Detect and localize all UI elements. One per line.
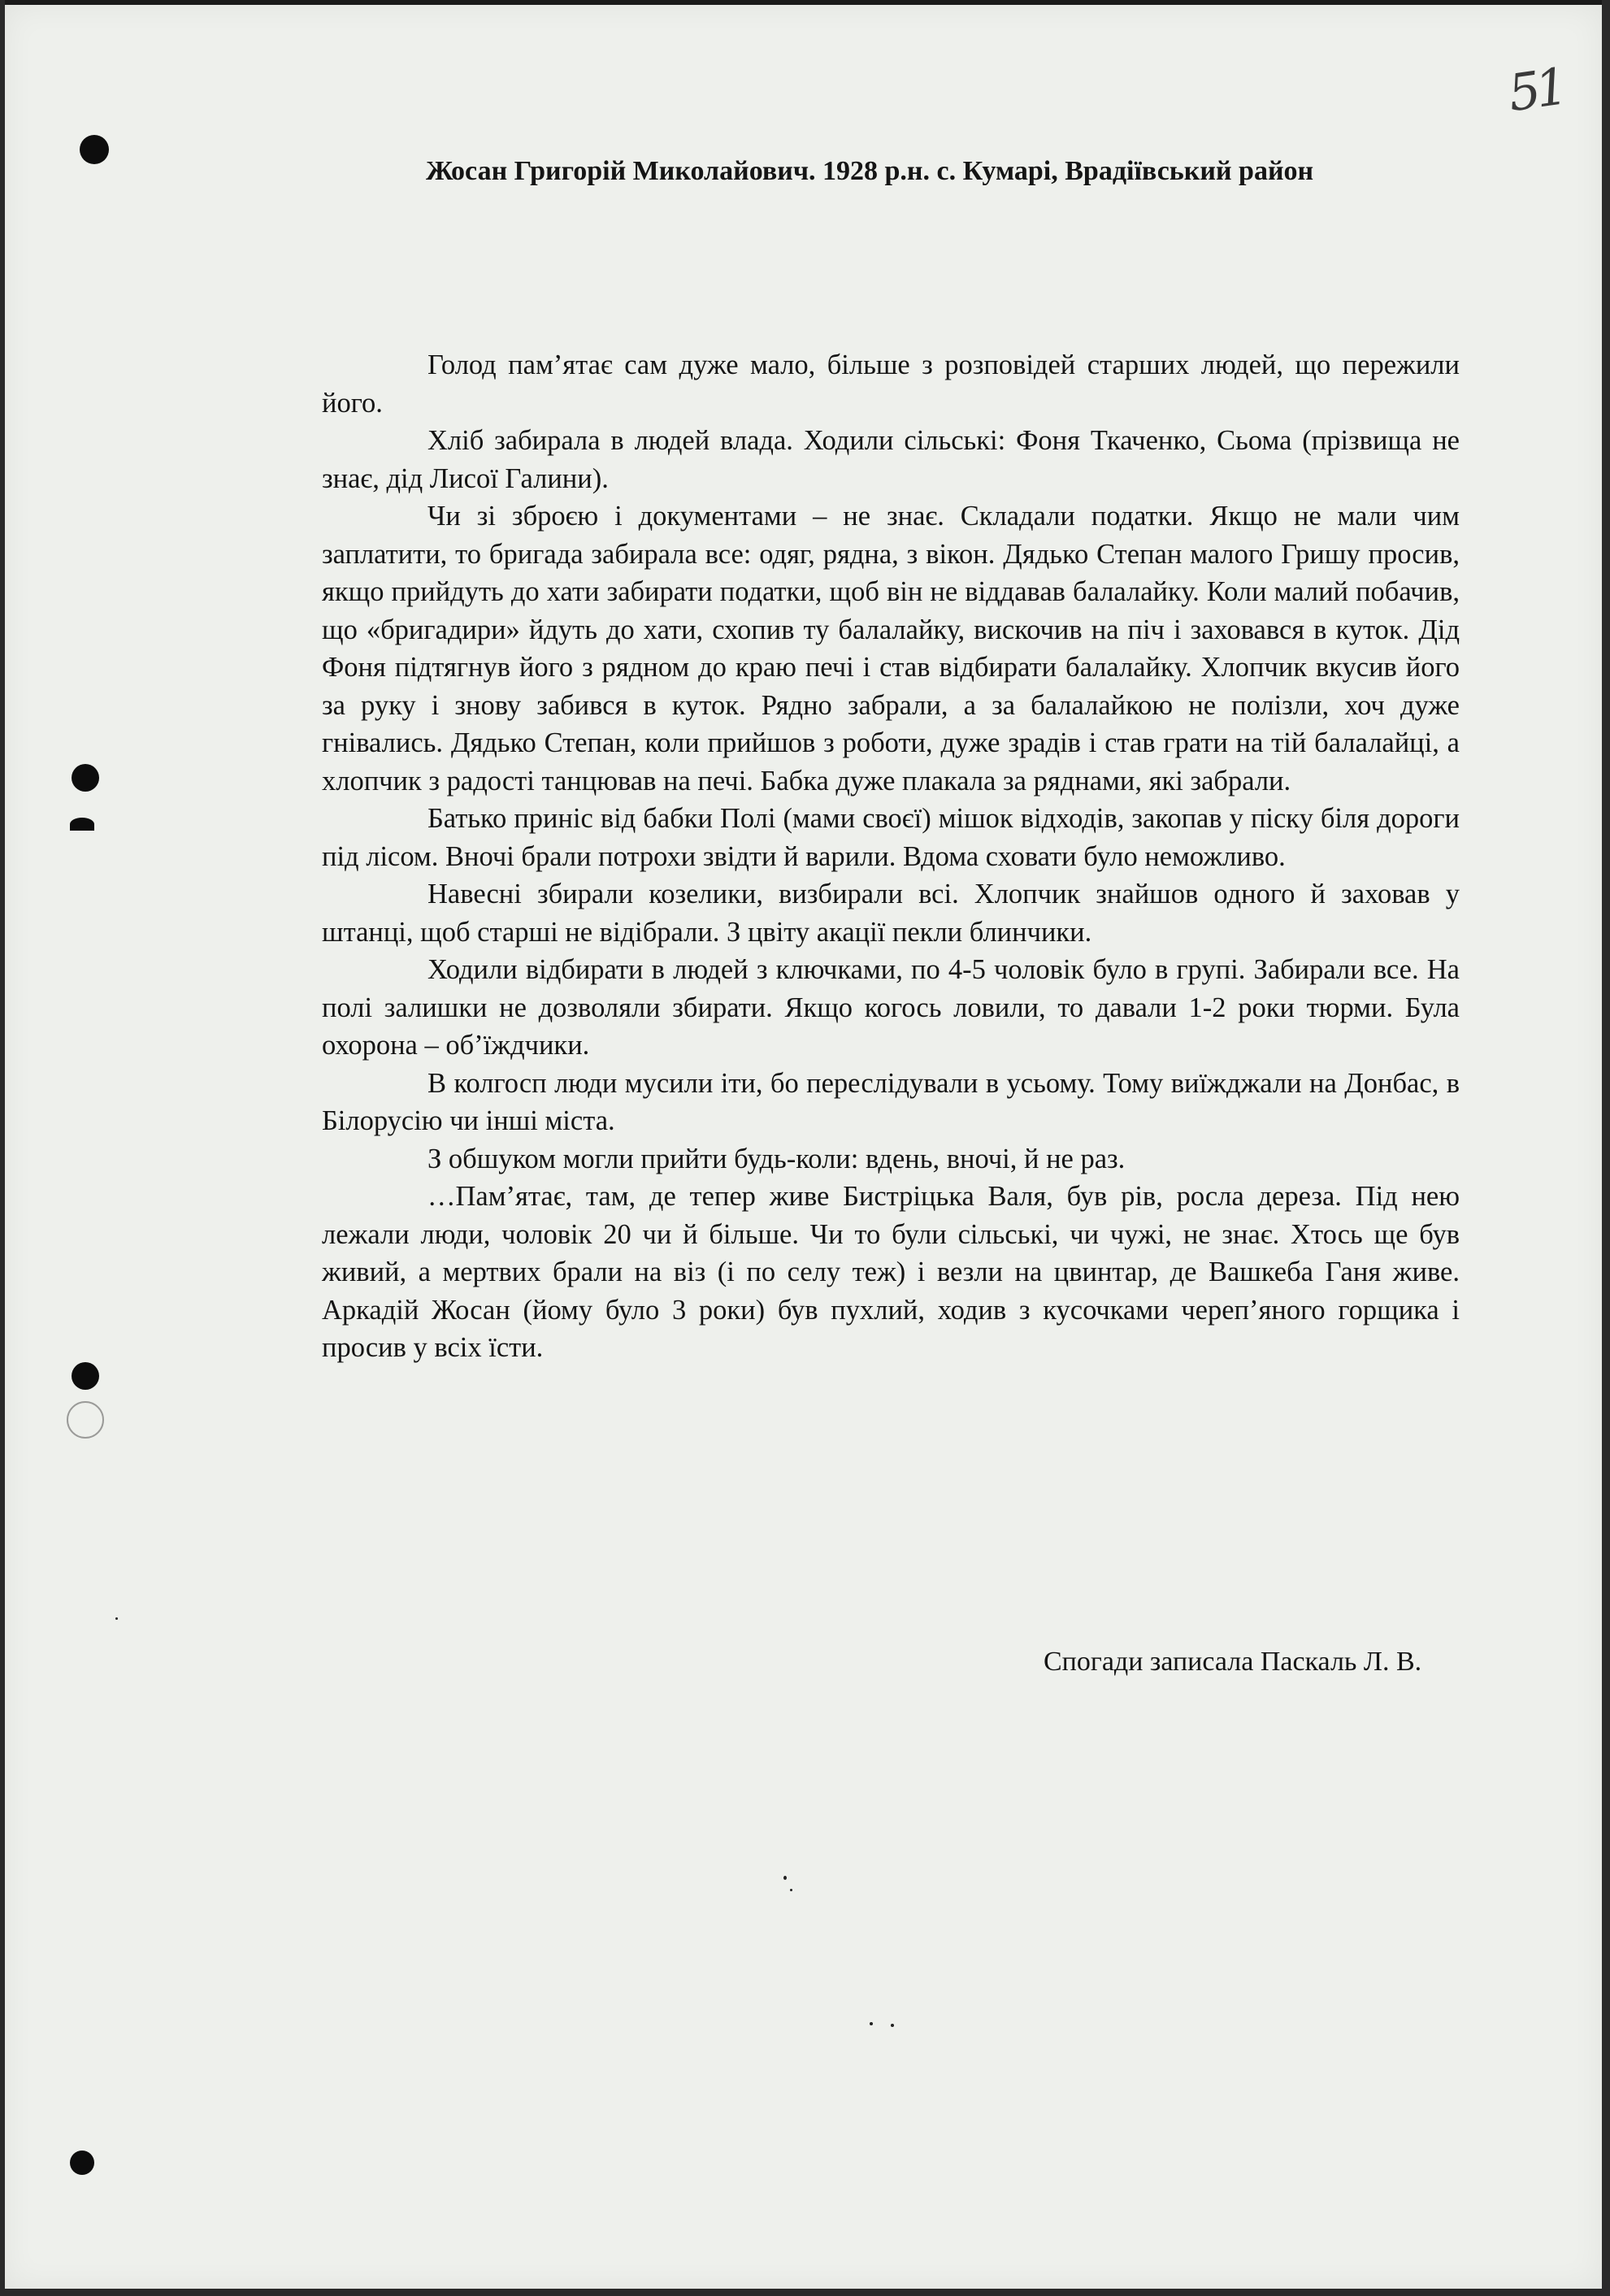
paragraph: Голод пам’ятає сам дуже мало, більше з розповідей старших людей, що пережили його. [322, 349, 1460, 419]
scan-speck [115, 1617, 118, 1620]
scan-speck [870, 2022, 873, 2025]
document-title: Жосан Григорій Миколайович. 1928 р.н. с. Кумарі, Врадіївський район [426, 156, 1314, 186]
scan-speck [790, 1889, 792, 1891]
punch-hole-top [80, 135, 109, 164]
paragraph: Батько приніс від бабки Полі (мами своєї) мішок відходів, закопав у піску біля дороги під лісом. Вночі брали потрохи звідти й варили. Вдома сховати було неможливо. [322, 803, 1460, 872]
punch-hole-middle [72, 764, 99, 792]
document-page [5, 5, 1602, 2289]
punch-hole-bottom [70, 2151, 94, 2175]
paragraph: В колгосп люди мусили іти, бо переслідували в усьому. Тому виїжджали на Донбас, в Білорусію чи інші міста. [322, 1067, 1460, 1136]
document-body [322, 346, 1460, 1367]
paragraph: Чи зі зброєю і документами – не знає. Складали податки. Якщо не мали чим заплатити, то бригада забирала все: одяг, рядна, з вікон. Дядько Степан малого Гришу просив, якщо прийдуть до хати забирати податки, щоб він не віддавав балалайку. Коли малий побачив, що «бригадири» йдуть до хати, схопив ту балалайку, вискочив на піч і заховався в куток. Дід Фоня підтягнув його з рядном до краю печі і став відбирати балалайку. Хлопчик вкусив його за руку і знову забився в куток. Рядно забрали, а за балалайкою не полізли, хоч дуже гнівались. Дядько Степан, коли прийшов з роботи, дуже зрадів і став грати на тій балалайці, а хлопчик з радості танцював на печі. Бабка дуже плакала за ряднами, які забрали. [322, 501, 1460, 796]
paragraph: Навесні збирали козелики, визбирали всі. Хлопчик знайшов одного й заховав у штанці, щоб старші не відібрали. З цвіту акації пекли блинчики. [322, 879, 1460, 948]
paragraph: З обшуком могли прийти будь-коли: вдень, вночі, й не раз. [427, 1143, 1126, 1174]
paragraph: …Пам’ятає, там, де тепер живе Бистріцька Валя, був рів, росла дереза. Під нею лежали люди, чоловік 20 чи й більше. Чи то були сільські, чи чужі, не знає. Хтось ще був живий, а мертвих брали на віз (і по селу теж) і везли на цвинтар, де Вашкеба Ганя живе. Аркадій Жосан (йому було 3 роки) був пухлий, ходив з кусочками череп’яного горщика і просив у всіх їсти. [322, 1181, 1460, 1363]
punch-hole-faint [67, 1401, 104, 1439]
punch-hole-lower [72, 1362, 99, 1390]
handwritten-page-number: 51 [1504, 56, 1567, 124]
scan-speck [891, 2024, 894, 2027]
punch-hole-mark [70, 818, 94, 831]
paragraph: Ходили відбирати в людей з ключками, по 4-5 чоловік було в групі. Забирали все. На полі залишки не дозволяли збирати. Якщо когось ловили, то давали 1-2 роки тюрми. Була охорона – об’їждчики. [322, 954, 1460, 1061]
paragraph: Хліб забирала в людей влада. Ходили сільські: Фоня Ткаченко, Сьома (прізвища не знає, дід Лисої Галини). [322, 425, 1460, 494]
scan-speck [783, 1876, 787, 1880]
recorder-signature: Спогади записала Паскаль Л. В. [1044, 1647, 1422, 1677]
